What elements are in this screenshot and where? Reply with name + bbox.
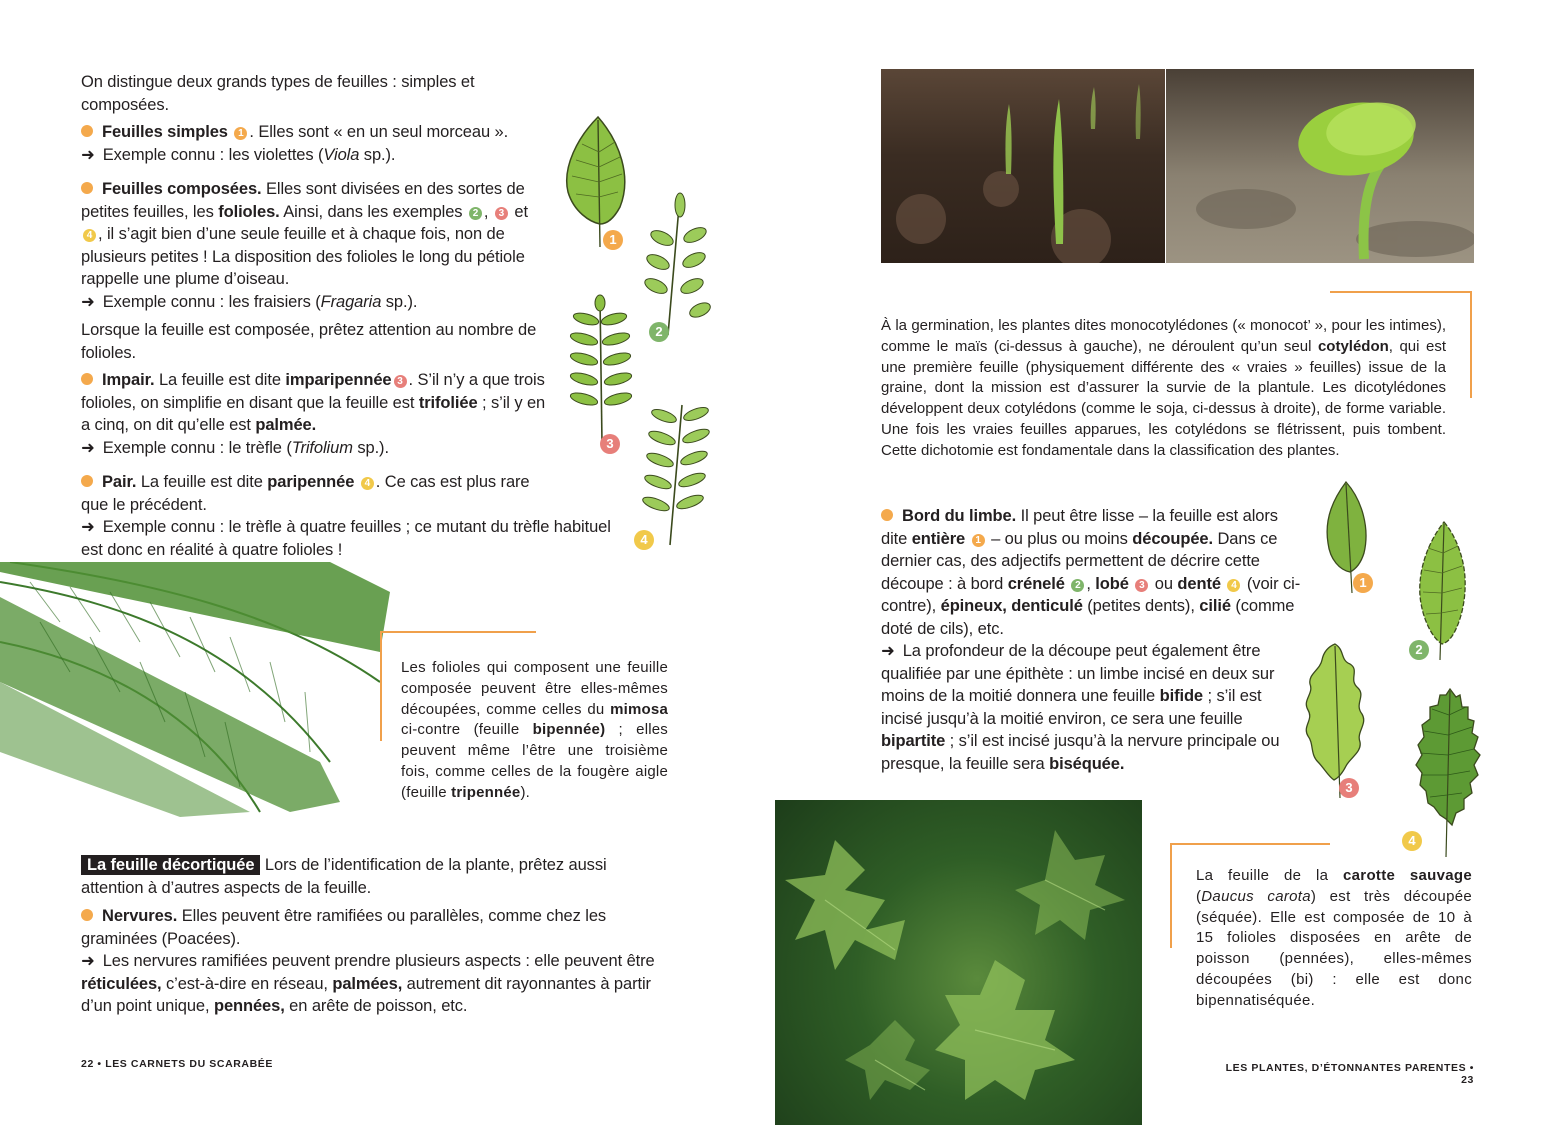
badge-4: 4	[83, 229, 96, 242]
composees-text: et	[509, 202, 528, 221]
example-suffix: sp.).	[381, 292, 418, 311]
example-prefix: Exemple connu : les violettes (	[102, 145, 324, 164]
caption-rule-vertical	[380, 631, 382, 741]
term-palmees: palmées,	[332, 974, 403, 993]
term-carotte: carotte sauvage	[1343, 867, 1472, 884]
left-column	[81, 71, 611, 561]
arrow-icon: ➜	[81, 292, 95, 311]
germination-text: , qui est une première feuille (physiquement différente des « vraies » feuilles) issue de la graine, dont la mission est d’assurer la survie de la plantule. Les dicotylédones développent deux cotylédons (comme le soja, ci-dessus à droite), de forme variable. Une fois les vraies feuilles apparues, les cotylédons se flétrissent, puis tombent. Cette dichotomie est fondamentale dans la classification des plantes.	[881, 337, 1446, 459]
badge-1: 1	[972, 534, 985, 547]
latin-name: Daucus carota	[1201, 887, 1311, 905]
simple-leaf-illustration	[560, 112, 640, 257]
term-decoupee: découpée.	[1132, 529, 1213, 548]
carrot-rule-horizontal	[1170, 843, 1330, 845]
wild-carrot-photo	[775, 800, 1142, 1125]
impair-text: La feuille est dite	[154, 371, 286, 389]
badge-2: 2	[469, 207, 482, 220]
bullet-icon	[81, 475, 93, 487]
bord-text: Dans ce dernier cas, des adjectifs permettent de décrire cette découpe : à bord	[881, 529, 1278, 593]
compound-leaf-illustration-4	[640, 400, 715, 550]
term-bipennee: bipennée)	[532, 721, 606, 739]
arrow-icon: ➜	[81, 438, 95, 457]
decortiquee-text: Lors de l’identification de la plante, prêtez aussi attention à d’autres aspects de la feuille.	[81, 856, 607, 897]
badge-4: 4	[361, 477, 374, 490]
term-trifoliee: trifoliée	[418, 393, 478, 412]
bord-text: ; s’il est incisé jusqu’à la nervure principale ou presque, la feuille sera	[881, 732, 1280, 773]
badge-4: 4	[1227, 579, 1240, 592]
right-leaf-badge-2: 2	[1409, 640, 1429, 660]
mimosa-photo	[0, 562, 395, 817]
section-tag: La feuille décortiquée	[81, 855, 260, 875]
bord-text: La profondeur de la découpe peut également être qualifiée par une épithète : un limbe incisé en deux sur moins de la moitié donnera une feuille	[881, 642, 1275, 705]
germination-rule-vertical	[1470, 291, 1472, 398]
simples-example	[81, 144, 556, 167]
term-epineux: épineux, denticulé	[940, 597, 1083, 615]
arrow-icon: ➜	[81, 952, 95, 970]
right-leaf-badge-3: 3	[1339, 778, 1359, 798]
caption-text: La feuille de la	[1196, 867, 1344, 884]
bord-text: (comme doté de cils), etc.	[881, 597, 1295, 638]
bord-text: (voir ci-contre),	[881, 574, 1301, 615]
left-folio: 22 • LES CARNETS DU SCARABÉE	[81, 1058, 274, 1070]
pair-text: . Ce cas est plus rare que le précédent.	[81, 473, 530, 514]
decortiquee-intro	[81, 854, 671, 899]
term-entiere: entière	[911, 529, 966, 548]
leaf-badge-2: 2	[649, 322, 669, 342]
compound-leaf-illustration-3	[562, 293, 637, 453]
term-lobe: lobé	[1095, 574, 1129, 593]
term-imparipennee: imparipennée	[285, 371, 392, 389]
germination-rule-horizontal	[1330, 291, 1472, 293]
caption-text: ci-contre (feuille	[401, 721, 533, 739]
bord-title: Bord du limbe.	[902, 507, 1017, 525]
badge-3: 3	[1135, 579, 1148, 592]
dentate-leaf-illustration	[1410, 685, 1490, 860]
soy-seedling-drawing	[1166, 69, 1474, 263]
carrot-foliage-drawing	[775, 800, 1142, 1125]
bord-text: Il peut être lisse – la feuille est alors dite	[881, 507, 1278, 548]
maize-seedling-drawing	[881, 69, 1165, 263]
simples-text: . Elles sont « en un seul morceau ».	[249, 123, 509, 141]
leaf-badge-4: 4	[634, 530, 654, 550]
badge-3: 3	[495, 207, 508, 220]
badge-3: 3	[394, 375, 407, 388]
example-prefix: Exemple connu : le trèfle (	[102, 438, 292, 457]
compound-leaf-illustration-2	[640, 190, 720, 340]
impair-text: . S’il n’y a que trois folioles, on simplifie en disant que la feuille est	[81, 371, 545, 412]
soy-seedling-photo	[1166, 69, 1474, 263]
term-pennees: pennées,	[213, 997, 285, 1015]
arrow-icon: ➜	[81, 145, 95, 164]
nervures-text: Les nervures ramifiées peuvent prendre plusieurs aspects : elle peuvent être	[102, 952, 655, 970]
latin-name: Viola	[323, 145, 360, 164]
composees-text: , il s’agit bien d’une seule feuille et à chaque fois, non de plusieurs petites ! La disposition des folioles le long du pétiole rappelle une plume d’oiseau.	[81, 225, 525, 288]
caption-text: ; elles peuvent même l’être une troisième fois, comme celles de la fougère aigle (feuille	[401, 721, 668, 801]
germination-text: À la germination, les plantes dites monocotylédones (« monocot’ », pour les intimes), comme le maïs (ci-dessus à gauche), ne déroulent qu’un seul	[881, 317, 1446, 355]
impair-paragraph	[81, 369, 551, 437]
example-suffix: sp.).	[359, 145, 396, 164]
bullet-icon	[81, 909, 93, 921]
right-leaf-badge-4: 4	[1402, 831, 1422, 851]
right-folio: LES PLANTES, D’ÉTONNANTES PARENTES • 23	[1225, 1062, 1474, 1086]
bord-section	[881, 505, 1306, 775]
composees-example	[81, 291, 556, 314]
term-bifide: bifide	[1159, 687, 1204, 705]
nombre-paragraph: Lorsque la feuille est composée, prêtez attention au nombre de folioles.	[81, 321, 537, 362]
nervures-paragraph	[81, 905, 671, 950]
nervures-text: Elles peuvent être ramifiées ou parallèles, comme chez les graminées (Poacées).	[81, 907, 607, 948]
term-reticulees: réticulées,	[81, 974, 162, 993]
lobed-leaf-illustration	[1300, 640, 1370, 800]
term-folioles: folioles.	[218, 202, 280, 221]
leaf-badge-3: 3	[600, 434, 620, 454]
leaf-badge-1: 1	[603, 230, 623, 250]
carrot-rule-vertical	[1170, 843, 1172, 948]
bord-detail	[881, 640, 1281, 775]
badge-1: 1	[234, 127, 247, 140]
impair-example	[81, 437, 556, 460]
term-palmee: palmée.	[255, 416, 317, 434]
composees-text: Ainsi, dans les exemples	[279, 202, 467, 221]
composees-text: Elles sont divisées en des sortes de petites feuilles, les	[81, 180, 525, 221]
latin-name: Fragaria	[320, 292, 382, 311]
caption-text: (	[1196, 887, 1202, 905]
bord-paragraph	[881, 505, 1306, 640]
pair-text: La feuille est dite	[136, 473, 268, 491]
latin-name: Trifolium	[291, 438, 353, 457]
bullet-icon	[81, 125, 93, 137]
comma: ,	[1086, 574, 1096, 593]
arrow-icon: ➜	[81, 518, 95, 536]
impair-title: Impair.	[102, 371, 155, 389]
pair-title: Pair.	[102, 473, 137, 491]
nervures-detail	[81, 950, 671, 1018]
term-dente: denté	[1177, 574, 1221, 593]
maize-seedling-photo	[881, 69, 1165, 263]
carrot-caption	[1196, 866, 1472, 1012]
intro-text: On distingue deux grands types de feuilles : simples et composées.	[81, 73, 475, 114]
nervures-title: Nervures.	[102, 907, 178, 925]
comma: ,	[483, 202, 493, 221]
bullet-icon	[81, 182, 93, 194]
example-suffix: sp.).	[352, 438, 389, 457]
impair-text: ; s’il y en a cinq, on dit qu’elle est	[81, 393, 546, 434]
bullet-icon	[881, 509, 893, 521]
caption-text: Les folioles qui composent une feuille composée peuvent être elles-mêmes découpées, comme celles du	[401, 659, 668, 718]
term-crenele: crénelé	[1007, 574, 1065, 593]
composees-title: Feuilles composées.	[102, 180, 262, 198]
term-bipartite: bipartite	[881, 732, 946, 750]
term-tripennee: tripennée	[451, 783, 521, 801]
bullet-icon	[81, 373, 93, 385]
simples-title: Feuilles simples	[102, 123, 228, 141]
bord-text: – ou plus ou moins	[986, 529, 1133, 548]
nervures-text: c’est-à-dire en réseau,	[161, 974, 333, 993]
bord-text: (petites dents),	[1082, 597, 1200, 615]
caption-rule-horizontal	[380, 631, 536, 633]
simples-paragraph	[81, 121, 556, 144]
mimosa-caption	[401, 658, 668, 804]
example-prefix: Exemple connu : les fraisiers (	[102, 292, 321, 311]
caption-text: ) est très découpée (séquée). Elle est composée de 10 à 15 folioles disposées en arête de poisson (pennées), elles-mêmes découpées (bi) : elle est donc bipennatiséquée.	[1196, 887, 1472, 1009]
composees-paragraph	[81, 178, 543, 291]
nervures-text: en arête de poisson, etc.	[284, 997, 468, 1015]
arrow-icon: ➜	[881, 642, 895, 660]
caption-text: ).	[520, 783, 531, 801]
bord-text: ou	[1150, 574, 1178, 593]
nervures-text: autrement dit rayonnantes à partir d’un point unique,	[81, 974, 651, 1015]
term-cilie: cilié	[1199, 597, 1231, 615]
pair-example-text: Exemple connu : le trèfle à quatre feuilles ; ce mutant du trèfle habituel est donc en réalité à quatre folioles !	[81, 518, 611, 559]
pair-example	[81, 516, 621, 561]
term-paripennee: paripennée	[267, 473, 355, 491]
term-bisequee: biséquée.	[1049, 754, 1125, 773]
decortiquee-section	[81, 854, 671, 1018]
right-leaf-badge-1: 1	[1353, 573, 1373, 593]
term-mimosa: mimosa	[610, 700, 668, 718]
germination-paragraph	[881, 316, 1446, 462]
term-cotyledon: cotylédon	[1317, 337, 1389, 355]
pair-paragraph	[81, 471, 561, 516]
badge-2: 2	[1071, 579, 1084, 592]
bord-text: ; s’il est incisé jusqu’à la moitié environ, ce sera une feuille	[881, 687, 1262, 728]
